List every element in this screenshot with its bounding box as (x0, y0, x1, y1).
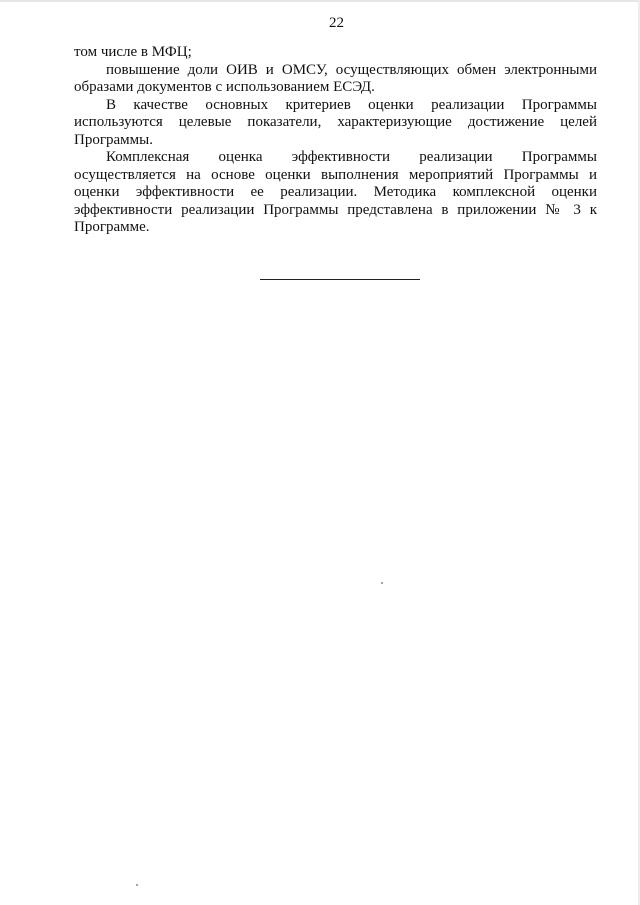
paragraph-criteria (74, 97, 597, 150)
scan-speck (136, 884, 138, 886)
text-line: образами документов с использованием ЕСЭД. (74, 79, 375, 95)
text-line: Комплексная оценка эффективности реализации Программы (106, 149, 597, 165)
paragraph-mfc (74, 44, 597, 62)
text-line: Программы. (74, 131, 153, 148)
text-line: Программе. (74, 219, 150, 235)
text-line: эффективности реализации Программы представлена в приложении № 3 к (74, 201, 597, 218)
paragraph-assessment (74, 149, 597, 237)
text-line: В качестве основных критериев оценки реализации Программы (106, 96, 597, 113)
document-body (74, 44, 597, 237)
text-line: осуществляется на основе оценки выполнения мероприятий Программы и (74, 166, 597, 183)
end-separator-line (260, 279, 420, 280)
page-number: 22 (329, 15, 344, 31)
text-line: повышение доли ОИВ и ОМСУ, осуществляющих обмен электронными (106, 61, 597, 78)
scan-edge (0, 0, 640, 2)
text-line: том числе в МФЦ; (74, 44, 192, 60)
text-line: оценки эффективности ее реализации. Методика комплексной оценки (74, 184, 597, 200)
text-line: используются целевые показатели, характеризующие достижение целей (74, 114, 597, 130)
paragraph-esed (74, 62, 597, 97)
scan-speck (381, 582, 383, 584)
